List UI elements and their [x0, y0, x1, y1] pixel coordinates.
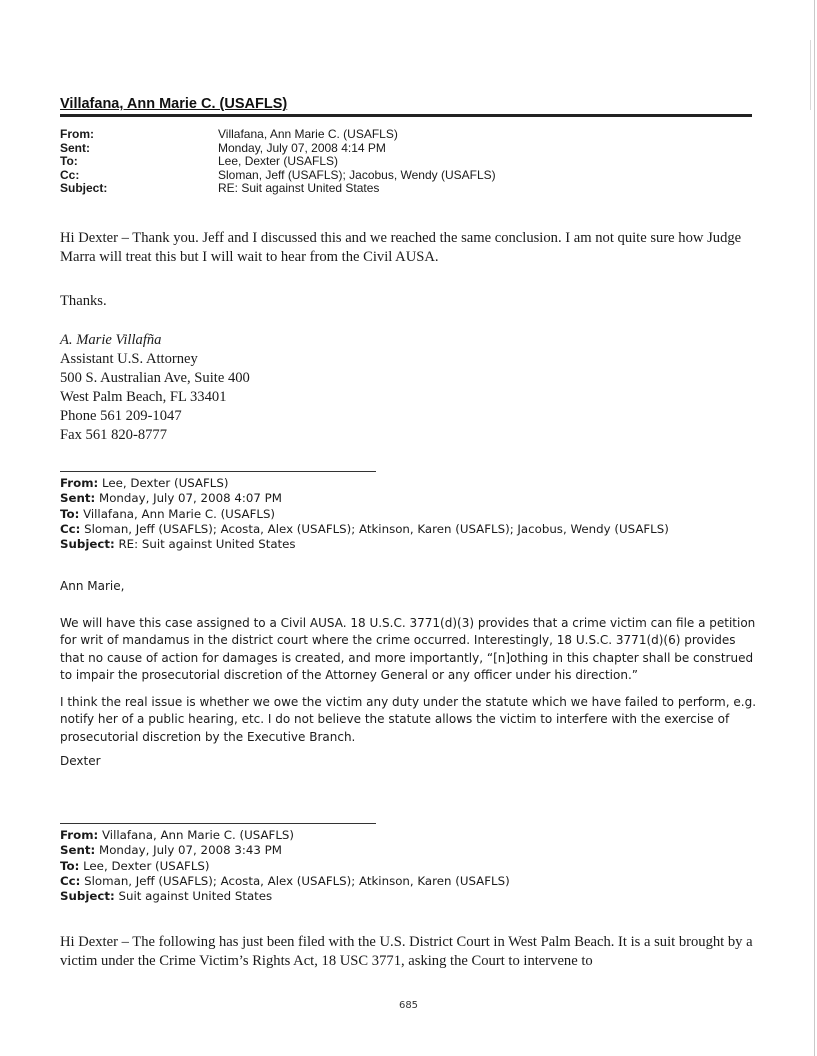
message1-thanks: Thanks.: [60, 293, 107, 309]
sent-label: Sent:: [60, 491, 96, 506]
separator-line: [60, 823, 376, 824]
sent-label: Sent:: [60, 843, 96, 858]
sent-value: Monday, July 07, 2008 3:43 PM: [99, 843, 282, 858]
message2-header: [60, 476, 669, 552]
message2-greeting: Ann Marie,: [60, 579, 125, 593]
subject-value: Suit against United States: [118, 889, 273, 904]
cc-label: Cc:: [60, 873, 81, 888]
subject-label: Subject:: [60, 537, 115, 552]
page-number: 685: [398, 1000, 419, 1011]
to-row: [60, 155, 496, 169]
to-label: To:: [60, 506, 80, 521]
message3-header: [60, 828, 510, 904]
subject-value: RE: Suit against United States: [218, 181, 380, 196]
message3-body: Hi Dexter – The following has just been filed with the U.S. District Court in West Palm Beach. It is a suit brought by a victim under the Crime Victim’s Rights Act, 18 USC 3771, asking the Court to intervene to: [60, 934, 753, 969]
from-value: Villafana, Ann Marie C. (USAFLS): [102, 828, 294, 842]
header-rule: [60, 114, 752, 117]
sent-value: Monday, July 07, 2008 4:14 PM: [218, 140, 386, 155]
subject-value: RE: Suit against United States: [118, 537, 296, 552]
from-value: Lee, Dexter (USAFLS): [102, 476, 229, 490]
mailbox-owner-title: Villafana, Ann Marie C. (USAFLS): [60, 96, 288, 112]
subject-row: [60, 182, 496, 196]
from-value: Villafana, Ann Marie C. (USAFLS): [218, 127, 398, 141]
from-row: [60, 128, 496, 142]
document-header: [60, 96, 752, 112]
cc-value: Sloman, Jeff (USAFLS); Jacobus, Wendy (USAFLS): [218, 167, 496, 182]
sent-row: [60, 142, 496, 156]
signature-address-line1: 500 S. Australian Ave, Suite 400: [60, 370, 250, 386]
subject-label: Subject:: [60, 181, 108, 196]
to-value: Villafana, Ann Marie C. (USAFLS): [83, 506, 276, 521]
sent-value: Monday, July 07, 2008 4:07 PM: [99, 491, 282, 506]
signature-block: [60, 331, 250, 445]
message1-body: Hi Dexter – Thank you. Jeff and I discussed this and we reached the same conclusion. I am not quite sure how Judge Marra will treat this but I will wait to hear from the Civil AUSA.: [60, 230, 742, 265]
sent-label: Sent:: [60, 140, 90, 155]
cc-row: [60, 169, 496, 183]
cc-value: Sloman, Jeff (USAFLS); Acosta, Alex (USAFLS); Atkinson, Karen (USAFLS); Jacobus, Wendy (USAFLS): [84, 521, 669, 536]
to-label: To:: [60, 154, 78, 169]
cc-value: Sloman, Jeff (USAFLS); Acosta, Alex (USAFLS); Atkinson, Karen (USAFLS): [84, 873, 510, 888]
scan-edge-line: [814, 0, 815, 1056]
from-label: From:: [60, 828, 99, 842]
to-value: Lee, Dexter (USAFLS): [83, 858, 210, 873]
message2-paragraph2: I think the real issue is whether we owe the victim any duty under the statute which we have failed to perform, e.g. notify her of a public hearing, etc. I do not believe the statute allows the victim to interfere with the exercise of prosecutorial discretion by the Executive Branch.: [60, 695, 757, 744]
from-label: From:: [60, 476, 99, 490]
signature-fax: Fax 561 820-8777: [60, 427, 168, 443]
to-label: To:: [60, 858, 80, 873]
signature-phone: Phone 561 209-1047: [60, 408, 182, 424]
cc-label: Cc:: [60, 521, 81, 536]
signature-name: A. Marie Villafña: [60, 332, 162, 348]
cc-label: Cc:: [60, 167, 80, 182]
subject-label: Subject:: [60, 889, 115, 904]
separator-line: [60, 471, 376, 472]
to-value: Lee, Dexter (USAFLS): [218, 154, 339, 169]
message2-signoff: Dexter: [60, 754, 101, 768]
scan-edge-mark: [810, 40, 811, 110]
from-label: From:: [60, 127, 94, 141]
signature-address-line2: West Palm Beach, FL 33401: [60, 389, 227, 405]
message2-paragraph1: We will have this case assigned to a Civil AUSA. 18 U.S.C. 3771(d)(3) provides that a crime victim can file a petition for writ of mandamus in the district court where the crime occurred. Interestingly, 18 U.S.C. 3771(d)(6) provides that no cause of action for damages is created, and more importantly, “[n]othing in this chapter shall be construed to impair the prosecutorial discretion of the Attorney General or any officer under his direction.”: [60, 616, 756, 683]
message1-header: [60, 128, 496, 196]
signature-title: Assistant U.S. Attorney: [60, 351, 198, 367]
